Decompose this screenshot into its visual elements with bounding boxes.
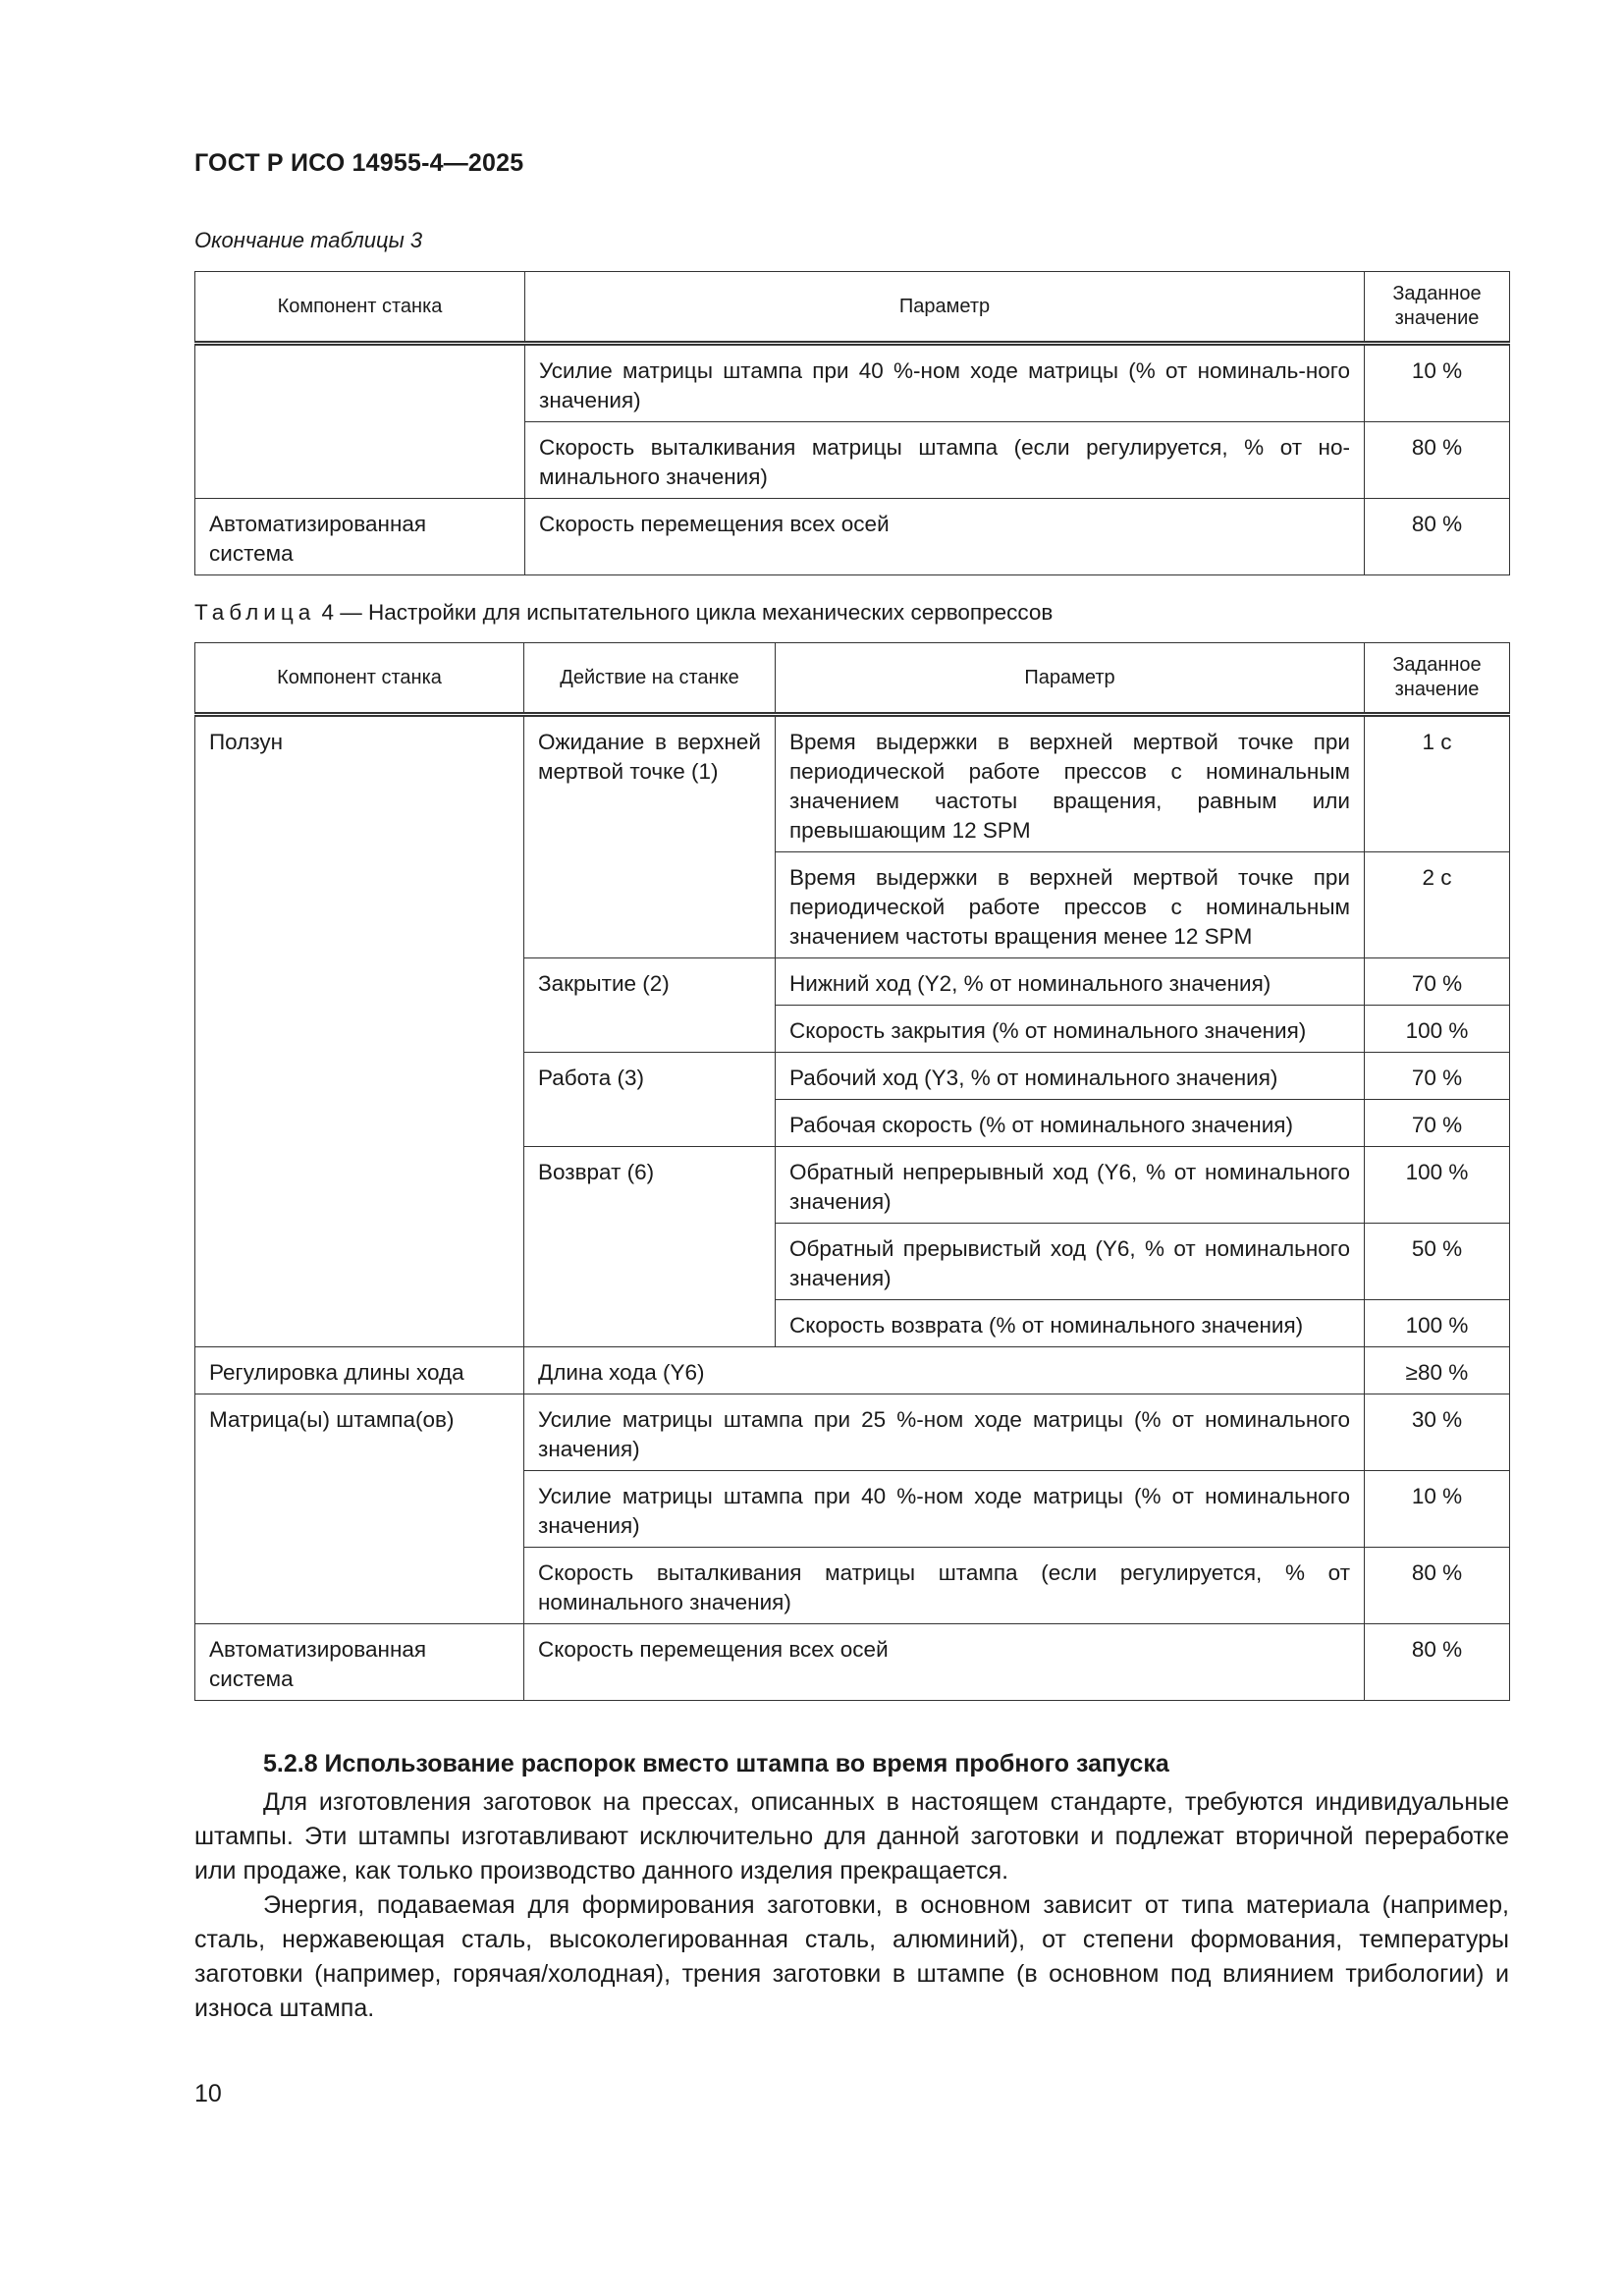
- parameter-cell: Усилие матрицы штампа при 25 %-ном ходе матрицы (% от номинального значения): [524, 1394, 1365, 1471]
- parameter-cell: Скорость возврата (% от номинального значения): [776, 1300, 1365, 1347]
- page-number: 10: [194, 2080, 222, 2107]
- document-code: ГОСТ Р ИСО 14955-4—2025: [194, 149, 524, 177]
- value-cell: 50 %: [1365, 1224, 1510, 1300]
- component-cell: Регулировка длины хода: [195, 1347, 524, 1394]
- component-cell: Ползун: [195, 715, 524, 1347]
- action-cell: Закрытие (2): [524, 958, 776, 1053]
- value-cell: 10 %: [1365, 344, 1510, 422]
- table3-header-parameter: Параметр: [525, 272, 1365, 344]
- parameter-cell: Время выдержки в верхней мертвой точке при периодической работе прессов с номинальным значением частоты вращения менее 12 SPM: [776, 852, 1365, 958]
- parameter-cell: Скорость выталкивания матрицы штампа (если регулируется, % от но-минального значения): [525, 422, 1365, 499]
- table4-header-parameter: Параметр: [776, 643, 1365, 715]
- table4-header-action: Действие на станке: [524, 643, 776, 715]
- parameter-cell: Нижний ход (Y2, % от номинального значения): [776, 958, 1365, 1006]
- value-cell: 1 с: [1365, 715, 1510, 852]
- action-cell: Работа (3): [524, 1053, 776, 1147]
- value-cell: 80 %: [1365, 1548, 1510, 1624]
- table4: [194, 642, 1510, 1701]
- table3-continuation-caption: Окончание таблицы 3: [194, 228, 423, 252]
- value-cell: 80 %: [1365, 499, 1510, 575]
- parameter-cell: Усилие матрицы штампа при 40 %-ном ходе матрицы (% от номинального значения): [524, 1471, 1365, 1548]
- action-cell: Возврат (6): [524, 1147, 776, 1347]
- component-cell: [195, 344, 525, 499]
- parameter-cell: Скорость перемещения всех осей: [525, 499, 1365, 575]
- table3-header-component: Компонент станка: [195, 272, 525, 344]
- parameter-cell: Обратный прерывистый ход (Y6, % от номинального значения): [776, 1224, 1365, 1300]
- value-cell: 70 %: [1365, 1053, 1510, 1100]
- parameter-cell: Скорость выталкивания матрицы штампа (если регулируется, % от номинального значения): [524, 1548, 1365, 1624]
- table4-header-value: Заданное значение: [1365, 643, 1510, 715]
- parameter-cell: Длина хода (Y6): [524, 1347, 1365, 1394]
- value-cell: 100 %: [1365, 1006, 1510, 1053]
- value-cell: 30 %: [1365, 1394, 1510, 1471]
- parameter-cell: Обратный непрерывный ход (Y6, % от номинального значения): [776, 1147, 1365, 1224]
- parameter-cell: Рабочая скорость (% от номинального значения): [776, 1100, 1365, 1147]
- table-row: [195, 344, 1510, 422]
- table-row: [195, 1624, 1510, 1701]
- table3-header-row: [195, 272, 1510, 344]
- table4-header-row: [195, 643, 1510, 715]
- parameter-cell: Время выдержки в верхней мертвой точке при периодической работе прессов с номинальным значением частоты вращения, равным или превышающим 12 SPM: [776, 715, 1365, 852]
- table-row: [195, 1394, 1510, 1471]
- parameter-cell: Рабочий ход (Y3, % от номинального значения): [776, 1053, 1365, 1100]
- body-paragraph: Для изготовления заготовок на прессах, описанных в настоящем стандарте, требуются индивидуальные штампы. Эти штампы изготавливают исключительно для данной заготовки и подлежат вторичной переработке или продаже, как только производство данного изделия прекращается.: [194, 1788, 1509, 1885]
- value-cell: 70 %: [1365, 958, 1510, 1006]
- table3-header-value: Заданное значение: [1365, 272, 1510, 344]
- value-cell: 80 %: [1365, 422, 1510, 499]
- value-cell: ≥80 %: [1365, 1347, 1510, 1394]
- table-row: [195, 499, 1510, 575]
- body-paragraph: Энергия, подаваемая для формирования заготовки, в основном зависит от типа материала (например, сталь, нержавеющая сталь, высоколегированная сталь, алюминий), от степени формования, температуры заготовки (например, горячая/холодная), трения заготовки в штампе (в основном под влиянием трибологии) и износа штампа.: [194, 1891, 1509, 2022]
- action-cell: Ожидание в верхней мертвой точке (1): [524, 715, 776, 958]
- value-cell: 70 %: [1365, 1100, 1510, 1147]
- parameter-cell: Скорость закрытия (% от номинального значения): [776, 1006, 1365, 1053]
- component-cell: Автоматизированная система: [195, 499, 525, 575]
- value-cell: 2 с: [1365, 852, 1510, 958]
- value-cell: 80 %: [1365, 1624, 1510, 1701]
- table-row: [195, 1347, 1510, 1394]
- table4-header-component: Компонент станка: [195, 643, 524, 715]
- value-cell: 100 %: [1365, 1300, 1510, 1347]
- component-cell: Автоматизированная система: [195, 1624, 524, 1701]
- value-cell: 100 %: [1365, 1147, 1510, 1224]
- table4-caption: [194, 600, 1053, 626]
- parameter-cell: Усилие матрицы штампа при 40 %-ном ходе матрицы (% от номиналь-ного значения): [525, 344, 1365, 422]
- value-cell: 10 %: [1365, 1471, 1510, 1548]
- section-heading: 5.2.8 Использование распорок вместо штампа во время пробного запуска: [263, 1750, 1169, 1777]
- table3: [194, 271, 1510, 575]
- table-row: [195, 715, 1510, 852]
- table4-caption-text: 4 — Настройки для испытательного цикла механических сервопрессов: [315, 600, 1054, 625]
- table4-caption-prefix: Таблица: [194, 600, 316, 625]
- parameter-cell: Скорость перемещения всех осей: [524, 1624, 1365, 1701]
- component-cell: Матрица(ы) штампа(ов): [195, 1394, 524, 1624]
